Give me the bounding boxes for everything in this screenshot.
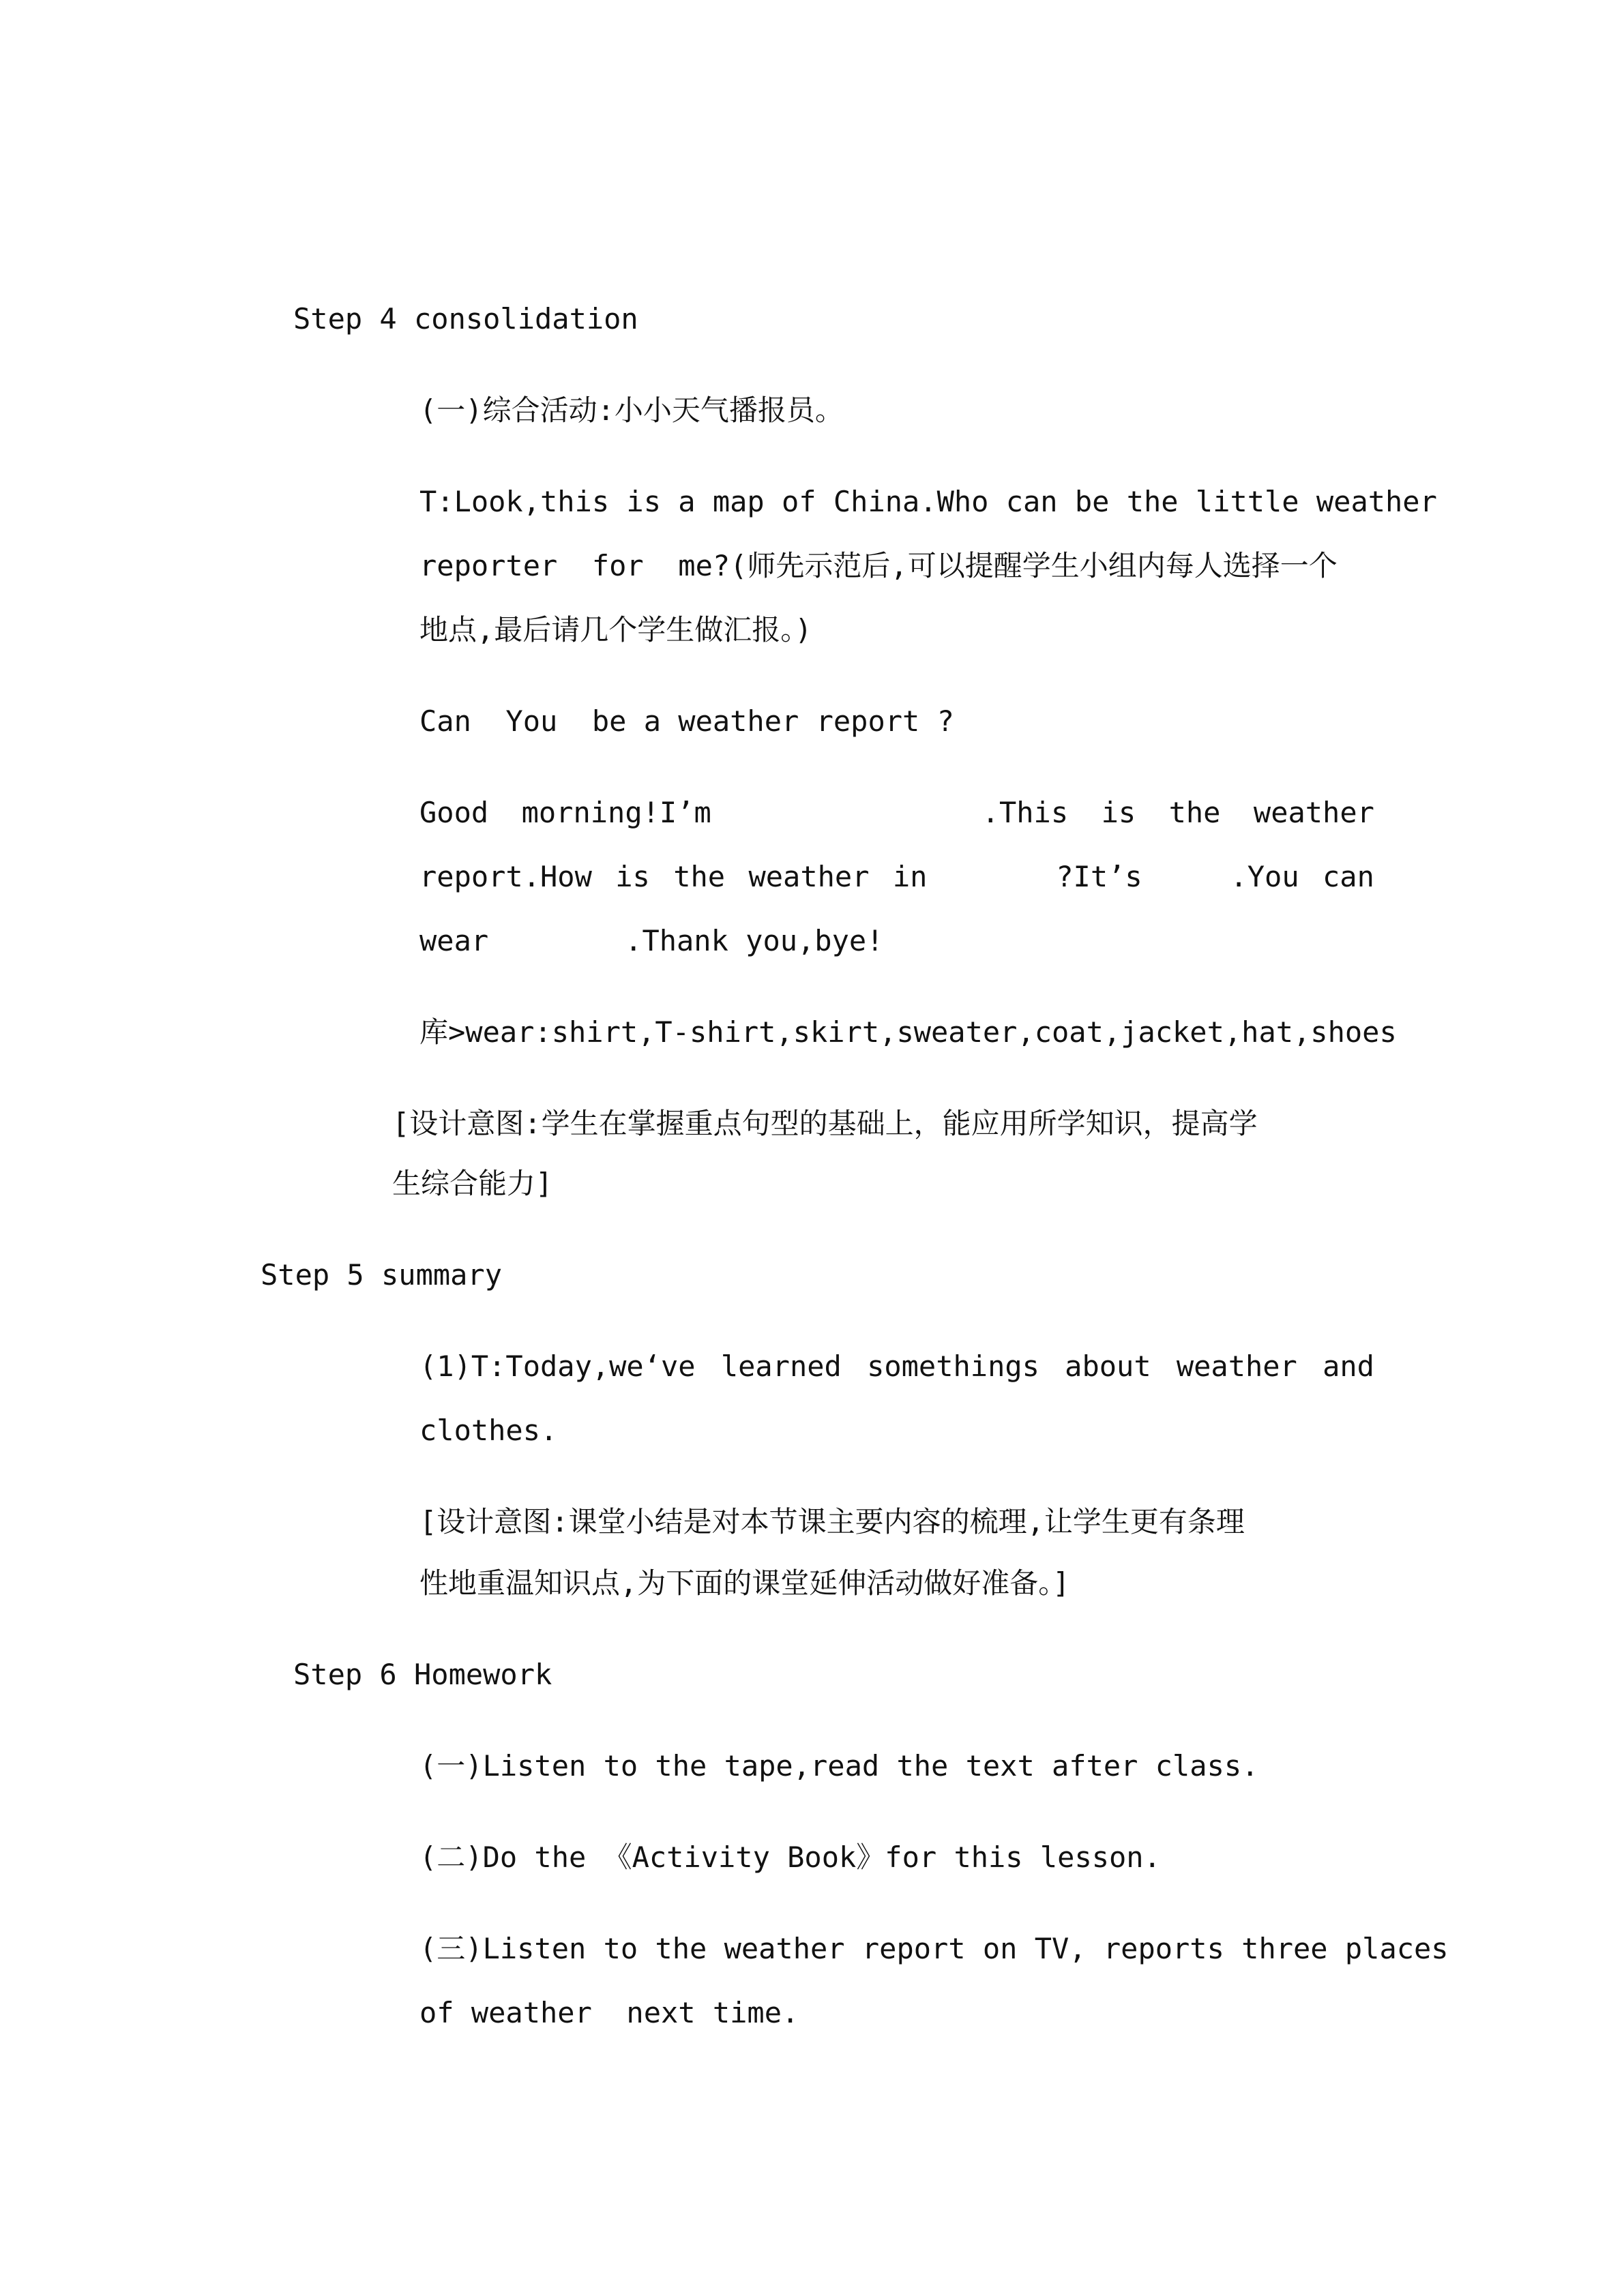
template-word: weather — [748, 860, 870, 893]
step4-heading: Step 4 consolidation — [293, 302, 638, 336]
summary-word: somethings — [867, 1350, 1039, 1383]
step6-heading: Step 6 Homework — [293, 1658, 552, 1691]
template-word: is — [615, 860, 650, 893]
template-word: Good — [419, 796, 489, 829]
step6-item-3-line-1: (三)Listen to the weather report on TV, reports three places — [419, 1932, 1449, 1965]
summary-word: (1)T:Today,we‘ve — [419, 1350, 696, 1383]
fill-blank — [1166, 858, 1207, 896]
step4-teacher-line-1: T:Look,this is a map of China.Who can be the little weather — [419, 485, 1437, 518]
fill-blank — [744, 794, 949, 832]
step5-teacher-line-2: clothes. — [419, 1414, 558, 1447]
summary-word: learned — [720, 1350, 842, 1383]
summary-word: about — [1065, 1350, 1151, 1383]
step4-word-bank: 库>wear:shirt,T-shirt,skirt,sweater,coat,jacket,hat,shoes — [419, 1015, 1397, 1049]
template-word: wear — [419, 924, 489, 957]
step4-question: Can You be a weather report ? — [419, 704, 954, 738]
template-word: report.How — [419, 860, 592, 893]
step4-teacher-line-3: 地点,最后请几个学生做汇报。) — [419, 613, 812, 646]
step5-heading: Step 5 summary — [261, 1258, 503, 1292]
template-word: .Thank you,bye! — [625, 924, 884, 957]
template-word: weather — [1253, 796, 1374, 829]
step6-item-2: (二)Do the 《Activity Book》for this lesson. — [419, 1840, 1161, 1874]
template-word: in — [892, 860, 928, 893]
fill-blank — [951, 858, 1033, 896]
template-word: the — [1168, 796, 1221, 829]
step4-template-line-2 — [419, 858, 1374, 896]
step4-design-intent-line-2: 生综合能力] — [392, 1167, 553, 1200]
template-word: is — [1101, 796, 1136, 829]
template-word: morning!I’m — [521, 796, 711, 829]
template-word: ?It’s — [1056, 860, 1142, 893]
step5-design-intent-line-1: [设计意图:课堂小结是对本节课主要内容的梳理,让学生更有条理 — [419, 1505, 1245, 1538]
summary-word: and — [1323, 1350, 1374, 1383]
step6-item-1: (一)Listen to the tape,read the text after class. — [419, 1749, 1259, 1783]
summary-word: weather — [1176, 1350, 1297, 1383]
step4-activity-title: (一)综合活动:小小天气播报员。 — [419, 393, 844, 427]
step4-template-line-3 — [419, 922, 883, 960]
step5-teacher-line-1 — [419, 1347, 1374, 1386]
step4-template-line-1 — [419, 794, 1374, 832]
template-word: the — [673, 860, 726, 893]
step5-design-intent-line-2: 性地重温知识点,为下面的课堂延伸活动做好准备。] — [419, 1566, 1070, 1600]
template-word: .This — [981, 796, 1069, 829]
template-word: .You — [1230, 860, 1299, 893]
step4-teacher-line-2: reporter for me?(师先示范后,可以提醒学生小组内每人选择一个 — [419, 549, 1338, 582]
template-word: can — [1323, 860, 1374, 893]
step6-item-3-line-2: of weather next time. — [419, 1996, 799, 2029]
step4-design-intent-line-1: [设计意图:学生在掌握重点句型的基础上，能应用所学知识，提高学 — [392, 1107, 1258, 1140]
